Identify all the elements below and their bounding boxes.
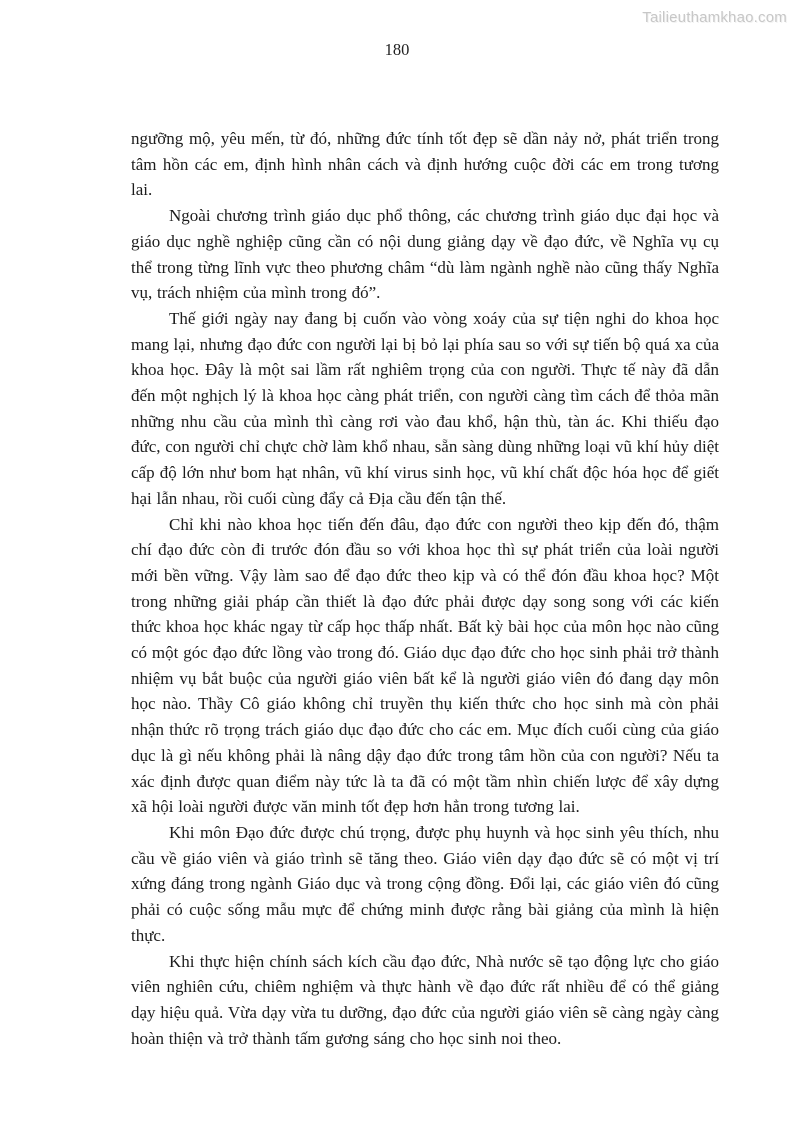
paragraph: Khi thực hiện chính sách kích cầu đạo đức, Nhà nước sẽ tạo động lực cho giáo viên nghiên cứu, chiêm nghiệm và thực hành về đạo đức rất nhiều để có thể giảng dạy hiệu quả. Vừa dạy vừa tu dưỡng, đạo đức của người giáo viên sẽ càng ngày càng hoàn thiện và trở thành tấm gương sáng cho học sinh noi theo. — [131, 951, 719, 1048]
page-body — [131, 126, 719, 1051]
paragraph: Khi môn Đạo đức được chú trọng, được phụ huynh và học sinh yêu thích, nhu cầu về giáo viên và giáo trình sẽ tăng theo. Giáo viên dạy đạo đức sẽ có một vị trí xứng đáng trong ngành Giáo dục và trong cộng đồng. Đổi lại, các giáo viên đó cũng phải có cuộc sống mẫu mực để chứng minh được rằng bài giảng của mình là hiện thực. — [131, 822, 719, 945]
watermark-text: Tailieuthamkhao.com — [642, 9, 787, 26]
paragraph: Thế giới ngày nay đang bị cuốn vào vòng xoáy của sự tiện nghi do khoa học mang lại, nhưng đạo đức con người lại bị bỏ lại phía sau so với sự tiến bộ quá xa của khoa học. Đây là một sai lầm rất nghiêm trọng của con người. Thực tế này đã dẫn đến một nghịch lý là khoa học càng phát triển, con người càng tìm cách để thỏa mãn những nhu cầu của mình thì càng rơi vào đau khổ, hận thù, tàn ác. Khi thiếu đạo đức, con người chỉ chực chờ làm khổ nhau, sẵn sàng dùng những loại vũ khí hủy diệt cấp độ lớn như bom hạt nhân, vũ khí virus sinh học, vũ khí chất độc hóa học để giết hại lẫn nhau, rồi cuối cùng đẩy cả Địa cầu đến tận thế. — [131, 308, 719, 508]
paragraph: ngưỡng mộ, yêu mến, từ đó, những đức tính tốt đẹp sẽ dần nảy nở, phát triển trong tâm hồn các em, định hình nhân cách và định hướng cuộc đời các em trong tương lai. — [131, 129, 719, 200]
page-number: 180 — [384, 40, 410, 59]
paragraph: Chỉ khi nào khoa học tiến đến đâu, đạo đức con người theo kịp đến đó, thậm chí đạo đức còn đi trước đón đầu so với khoa học thì sự phát triển của loài người mới bền vững. Vậy làm sao để đạo đức theo kịp và có thể đón đầu khoa học? Một trong những giải pháp cần thiết là đạo đức phải được dạy song song với các kiến thức khoa học khác ngay từ cấp học thấp nhất. Bất kỳ bài học của môn học nào cũng có một góc đạo đức lồng vào trong đó. Giáo dục đạo đức cho học sinh phải trở thành nhiệm vụ bắt buộc của người giáo viên bất kể là người giáo viên đó đang dạy môn học nào. Thầy Cô giáo không chỉ truyền thụ kiến thức cho học sinh mà còn phải nhận thức rõ trọng trách giáo dục đạo đức cho các em. Mục đích cuối cùng của giáo dục là gì nếu không phải là nâng dậy đạo đức trong tâm hồn của con người? Nếu ta xác định được quan điểm này tức là ta đã có một tầm nhìn chiến lược để xây dựng xã hội loài người được văn minh tốt đẹp hơn hẳn trong tương lai. — [131, 514, 719, 817]
paragraph: Ngoài chương trình giáo dục phổ thông, các chương trình giáo dục đại học và giáo dục nghề nghiệp cũng cần có nội dung giảng dạy về đạo đức, về Nghĩa vụ cụ thể trong từng lĩnh vực theo phương châm “dù làm ngành nghề nào cũng thấy Nghĩa vụ, trách nhiệm của mình trong đó”. — [131, 206, 719, 303]
